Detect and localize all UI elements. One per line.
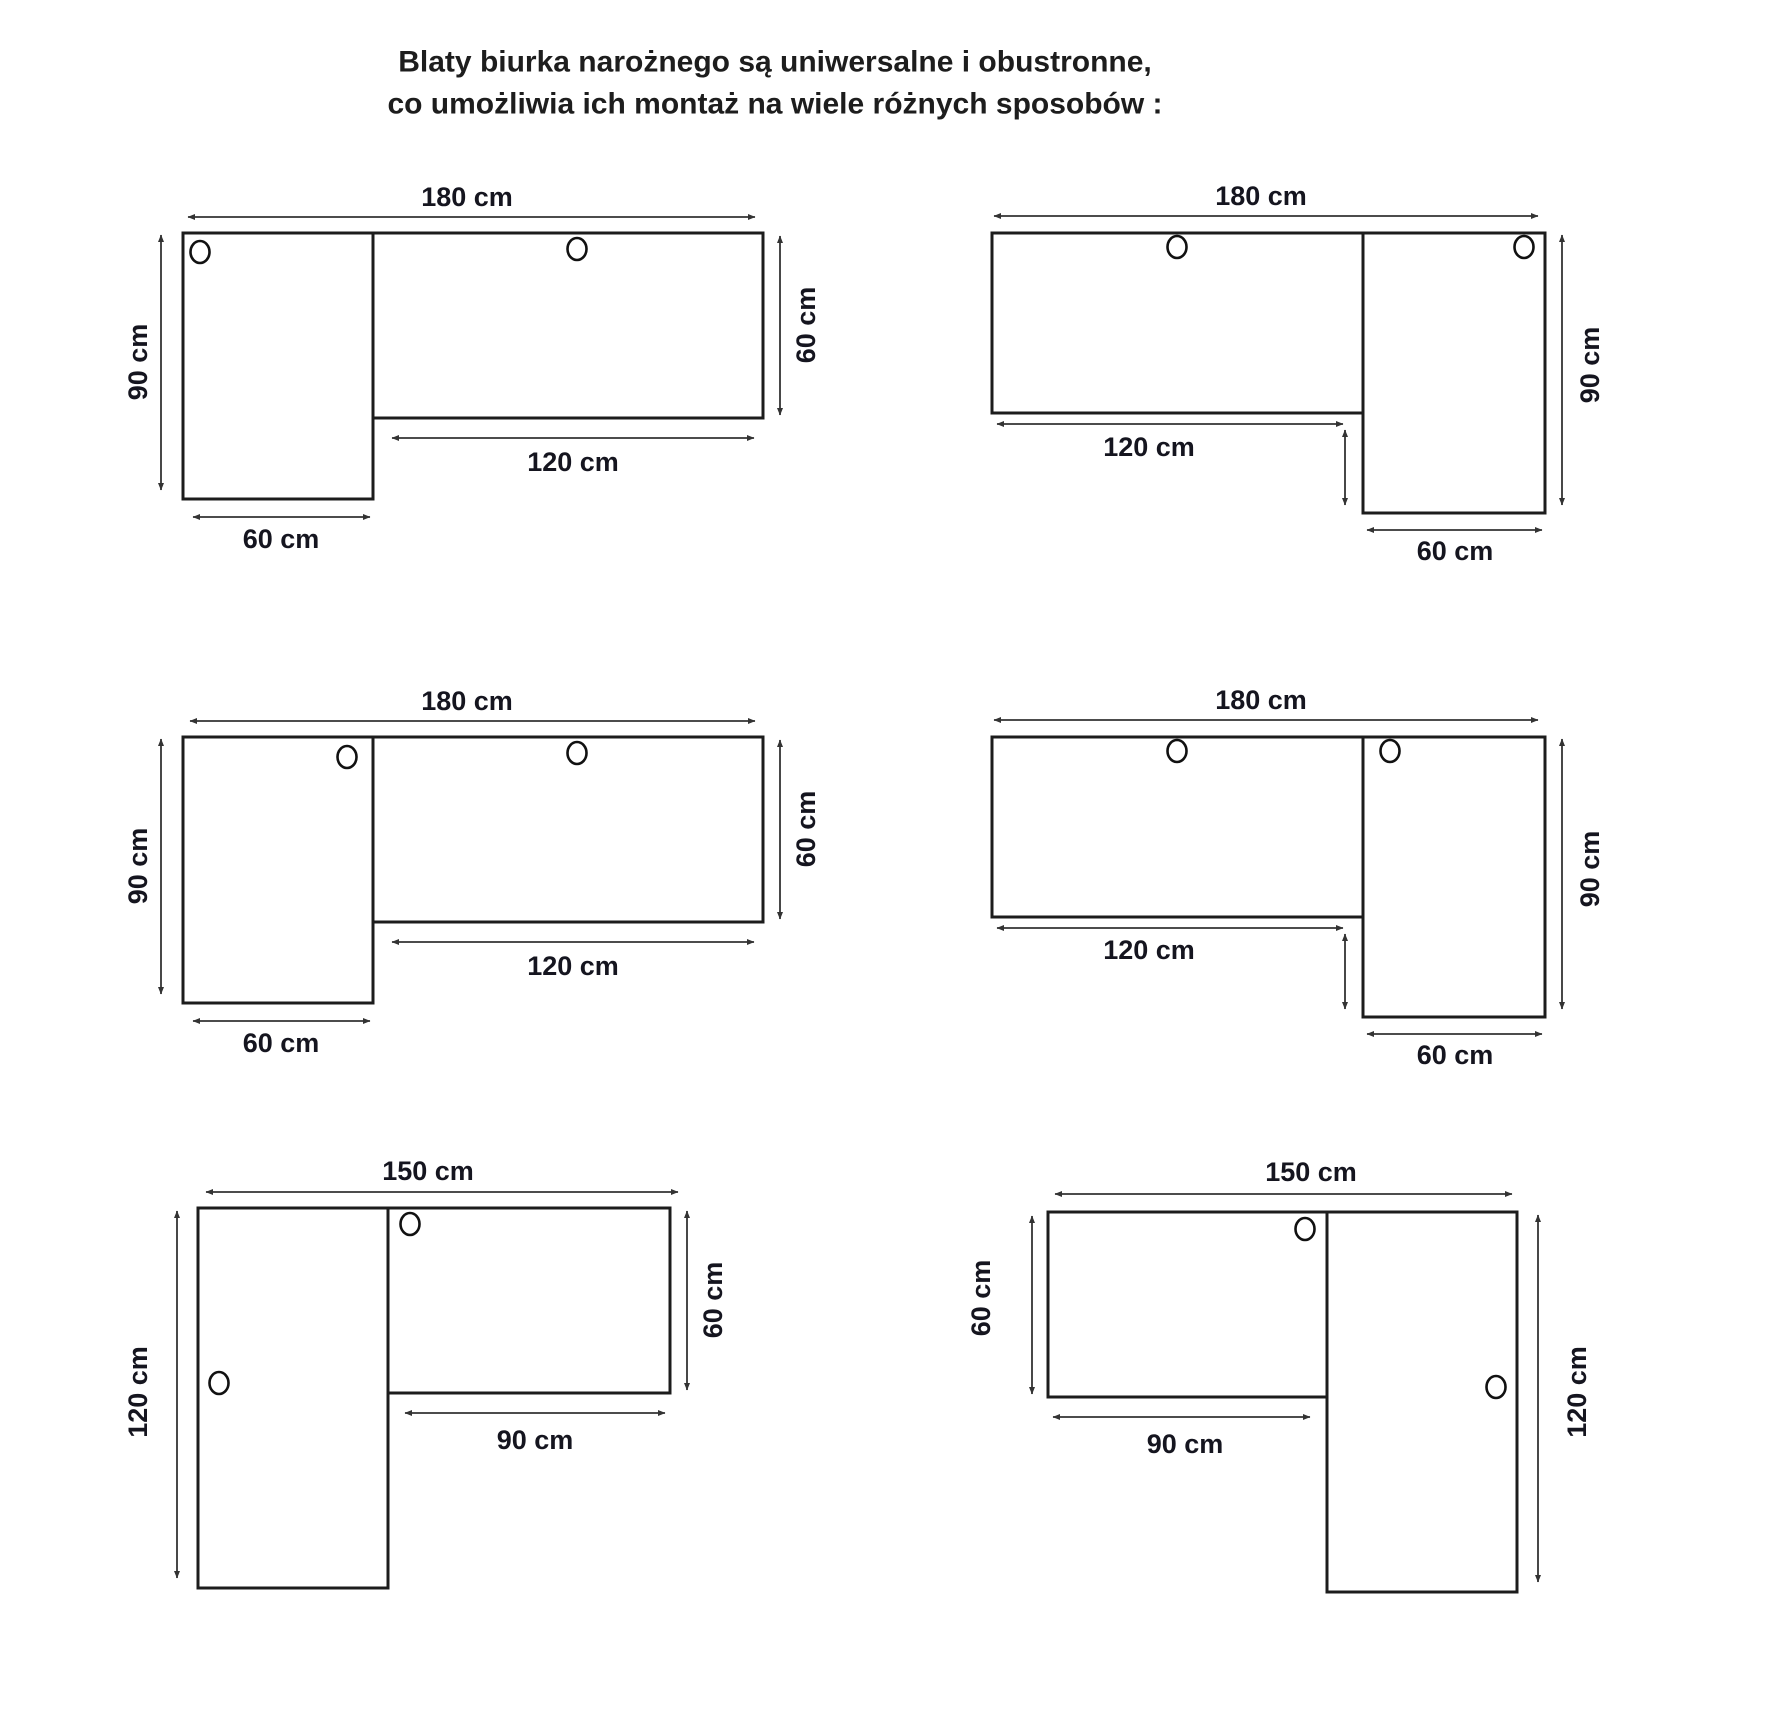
dimension-label-wing: 120 cm [1103, 432, 1195, 462]
dimension-label-col: 60 cm [242, 524, 320, 554]
grommet-hole [1168, 740, 1187, 762]
dimension-label-wing: 120 cm [1103, 935, 1195, 965]
dimension-label-right: 60 cm [791, 790, 821, 868]
grommet-hole [338, 746, 357, 768]
grommet-hole [210, 1372, 229, 1394]
dimension-label-right: 90 cm [1575, 830, 1605, 908]
grommet-hole [1381, 740, 1400, 762]
dimension-label-right: 120 cm [1562, 1346, 1592, 1438]
dimension-label-top: 150 cm [382, 1156, 474, 1186]
dimension-label-left: 120 cm [123, 1346, 153, 1438]
grommet-hole [1296, 1218, 1315, 1240]
grommet-hole [1168, 236, 1187, 258]
dimension-label-col: 60 cm [1416, 536, 1494, 566]
dimension-label-left: 90 cm [123, 827, 153, 905]
dimension-label-top: 180 cm [421, 182, 513, 212]
grommet-hole [401, 1213, 420, 1235]
grommet-hole [1487, 1376, 1506, 1398]
diagram-top-right [992, 181, 1605, 566]
dimension-label-top: 180 cm [1215, 685, 1307, 715]
dimension-label-top: 150 cm [1265, 1157, 1357, 1187]
diagram-top-left [123, 182, 821, 554]
dimension-label-col: 60 cm [242, 1028, 320, 1058]
page-title-line-2: co umożliwia ich montaż na wiele różnych sposobów : [387, 87, 1163, 121]
desk-outline [992, 737, 1545, 1017]
grommet-hole [568, 238, 587, 260]
diagram-middle-right [992, 685, 1605, 1070]
dimension-label-left: 60 cm [966, 1259, 996, 1337]
desk-outline [198, 1208, 670, 1588]
dimension-label-wing: 90 cm [1146, 1429, 1224, 1459]
dimension-label-wing: 90 cm [496, 1425, 574, 1455]
grommet-hole [568, 742, 587, 764]
diagram-middle-left [123, 686, 821, 1058]
desk-outline [183, 737, 763, 1003]
dimension-label-right: 90 cm [1575, 326, 1605, 404]
desk-outline [183, 233, 763, 499]
dimension-label-left: 90 cm [123, 323, 153, 401]
dimension-label-top: 180 cm [421, 686, 513, 716]
page-title-line-1: Blaty biurka narożnego są uniwersalne i obustronne, [398, 45, 1152, 79]
dimension-label-wing: 120 cm [527, 951, 619, 981]
desk-outline [992, 233, 1545, 513]
dimension-label-wing: 120 cm [527, 447, 619, 477]
diagram-bottom-left [123, 1156, 728, 1588]
grommet-hole [1515, 236, 1534, 258]
grommet-hole [191, 241, 210, 263]
diagram-bottom-right [966, 1157, 1592, 1592]
dimension-label-right: 60 cm [791, 286, 821, 364]
dimension-label-top: 180 cm [1215, 181, 1307, 211]
desk-outline [1048, 1212, 1517, 1592]
dimension-label-col: 60 cm [1416, 1040, 1494, 1070]
dimension-label-right: 60 cm [698, 1261, 728, 1339]
